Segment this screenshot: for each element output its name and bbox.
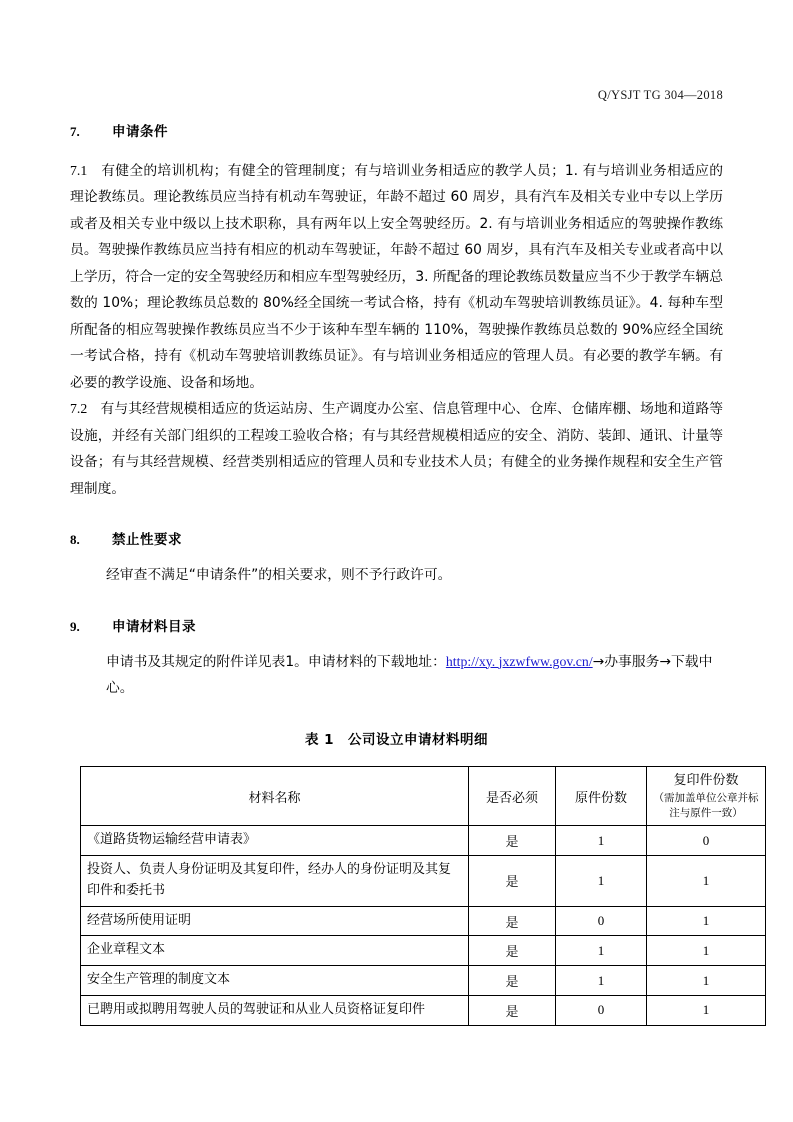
paragraph-7-2 — [70, 396, 723, 502]
document-content — [70, 120, 759, 1026]
row-required: 是 — [469, 856, 556, 907]
paragraph-7-2-text: 有与其经营规模相适应的货运站房、生产调度办公室、信息管理中心、仓库、仓储库棚、场地和道路等设施，并经有关部门组织的工程竣工验收合格；有与其经营规模相适应的安全、消防、装卸、通讯、计量等设备；有与其经营规模、经营类别相适应的管理人员和专业技术人员；有健全的业务操作规程和安全生产管理制度。 — [70, 401, 723, 497]
table-row — [81, 996, 766, 1026]
row-copy-count: 1 — [647, 966, 766, 996]
paragraph-7-1 — [70, 158, 723, 396]
row-required: 是 — [469, 826, 556, 856]
row-copy-count: 1 — [647, 996, 766, 1026]
row-copy-count: 0 — [647, 826, 766, 856]
table-row — [81, 826, 766, 856]
paragraph-9-text-before: 申请书及其规定的附件详见表1。申请材料的下载地址： — [106, 653, 446, 670]
section-number-7: 7. — [70, 124, 80, 139]
section-title-7: 申请条件 — [112, 124, 168, 140]
table-header-original: 原件份数 — [556, 767, 647, 826]
row-required: 是 — [469, 936, 556, 966]
row-material-name: 经营场所使用证明 — [81, 906, 469, 936]
section-number-8: 8. — [70, 532, 80, 548]
row-original-count: 1 — [556, 856, 647, 907]
table-caption: 表 1 公司设立申请材料明细 — [304, 732, 489, 749]
row-original-count: 1 — [556, 826, 647, 856]
section-title-8: 禁止性要求 — [112, 532, 182, 549]
row-original-count: 1 — [556, 936, 647, 966]
table-row — [81, 936, 766, 966]
section-title-9: 申请材料目录 — [112, 618, 196, 635]
section-number-9: 9. — [70, 618, 80, 634]
material-list-table — [80, 766, 766, 1026]
table-header-name: 材料名称 — [81, 767, 469, 826]
row-copy-count: 1 — [647, 936, 766, 966]
row-required: 是 — [469, 906, 556, 936]
row-material-name: 已聘用或拟聘用驾驶人员的驾驶证和从业人员资格证复印件 — [81, 996, 469, 1026]
paragraph-7-1-text: 有健全的培训机构；有健全的管理制度；有与培训业务相适应的教学人员；1. 有与培训业务相适应的理论教练员。理论教练员应当持有机动车驾驶证，年龄不超过 60 周岁，具有汽车及相关专业中专以上学历或者及相关专业中级以上技术职称，具有两年以上安全驾驶经历。2. 有与培训业务相适应的驾驶操作教练员。驾驶操作教练员应当持有相应的机动车驾驶证，年龄不超过 60 周岁，具有汽车及相关专业或者高中以上学历，符合一定的安全驾驶经历和相应车型驾驶经历，3. 所配备的理论教练员数量应当不少于教学车辆总数的 10%；理论教练员总数的 80%经全国统一考试合格，持有《机动车驾驶培训教练员证》。4. 每种车型所配备的相应驾驶操作教练员应当不少于该种车型车辆的 110%，驾驶操作教练员总数的 90%应经全国统一考试合格，持有《机动车驾驶培训教练员证》。有与培训业务相适应的管理人员。有必要的教学车辆。有必要的教学设施、设备和场地。 — [70, 163, 723, 391]
paragraph-7-1-label: 7.1 — [70, 163, 88, 178]
row-original-count: 0 — [556, 906, 647, 936]
section-heading-8 — [70, 528, 723, 548]
table-row — [81, 906, 766, 936]
paragraph-9-text-after: →办事服务→下载中心。 — [106, 653, 713, 697]
row-material-name: 企业章程文本 — [81, 936, 469, 966]
row-required: 是 — [469, 966, 556, 996]
table-row — [81, 966, 766, 996]
paragraph-8-text: 经审查不满足“申请条件”的相关要求，则不予行政许可。 — [106, 567, 452, 584]
table-header-row — [81, 767, 766, 826]
row-original-count: 0 — [556, 996, 647, 1026]
download-address-link[interactable]: http://xy. jxzwfww.gov.cn/ — [445, 653, 593, 669]
row-original-count: 1 — [556, 966, 647, 996]
document-code-header: Q/YSJT TG 304—2018 — [597, 88, 723, 102]
section-heading-7 — [70, 120, 723, 140]
section-heading-9 — [70, 615, 723, 635]
paragraph-9 — [106, 649, 723, 703]
table-row — [81, 856, 766, 907]
row-copy-count: 1 — [647, 856, 766, 907]
paragraph-7-2-label: 7.2 — [70, 401, 88, 417]
table-header-required: 是否必须 — [469, 767, 556, 826]
row-material-name: 投资人、负责人身份证明及其复印件，经办人的身份证明及其复印件和委托书 — [81, 856, 469, 907]
row-required: 是 — [469, 996, 556, 1026]
table-header-copy-sub: （需加盖单位公章并标注与原件一致） — [653, 791, 759, 819]
row-copy-count: 1 — [647, 906, 766, 936]
table-header-copy — [647, 767, 766, 826]
table-header-copy-main: 复印件份数 — [673, 773, 739, 789]
row-material-name: 《道路货物运输经营申请表》 — [81, 826, 469, 856]
row-material-name: 安全生产管理的制度文本 — [81, 966, 469, 996]
